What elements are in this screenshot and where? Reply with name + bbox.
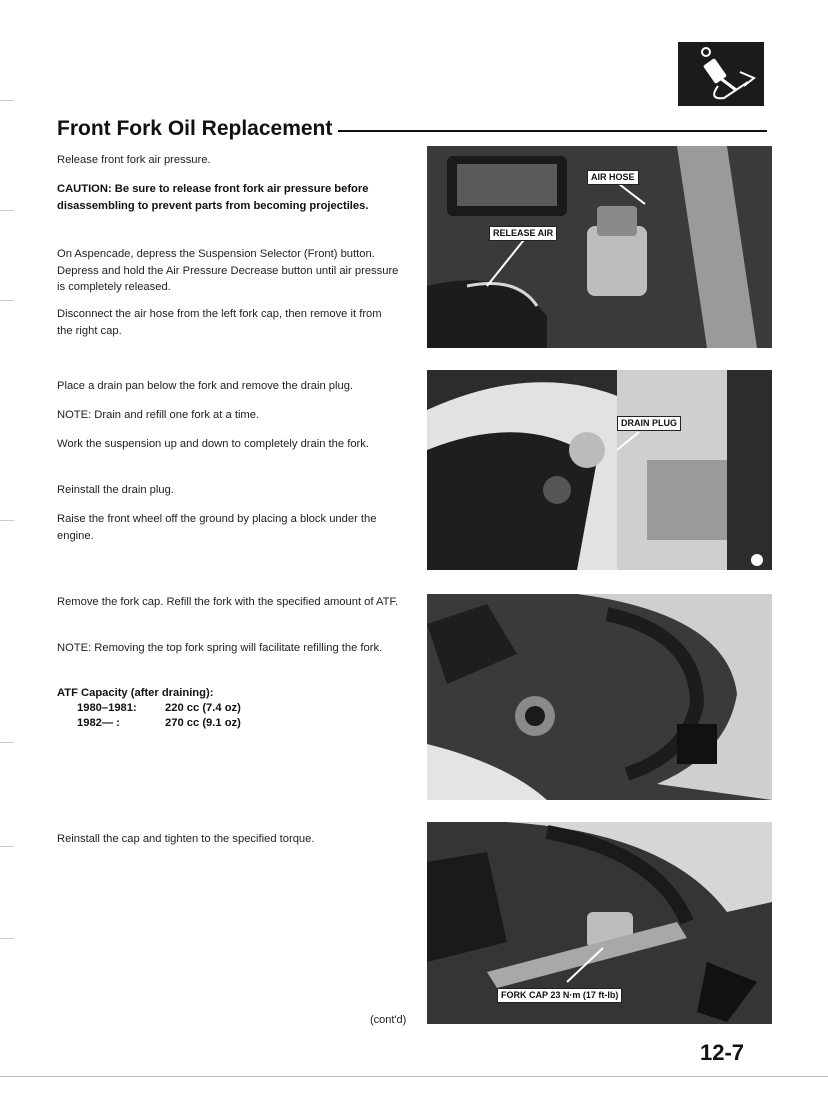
step2-text-3: Work the suspension up and down to completely drain the fork. (57, 438, 369, 450)
step2-text-4: Reinstall the drain plug. (57, 484, 174, 496)
step2-text-5: Raise the front wheel off the ground by placing a block under the engine. (57, 513, 377, 542)
label-drain-plug: DRAIN PLUG (617, 416, 681, 431)
atf-spec-value: 270 cc (9.1 oz) (165, 717, 241, 729)
photo-fork-cap (427, 822, 772, 1024)
label-release-air: RELEASE AIR (489, 226, 557, 241)
step2-note: NOTE: Drain and refill one fork at a time. (57, 409, 260, 421)
step3-note: NOTE: Removing the top fork spring will facilitate refilling the fork. (57, 642, 383, 654)
step2-text-1: Place a drain pan below the fork and remove the drain plug. (57, 380, 354, 392)
photo-air-hose (427, 146, 772, 348)
atf-spec-year: 1982— : (77, 717, 120, 729)
page-title: Front Fork Oil Replacement (57, 117, 333, 140)
atf-spec-year: 1980–1981: (77, 702, 137, 714)
margin-mark (0, 938, 14, 939)
page-number: 12-7 (700, 1040, 745, 1065)
margin-mark (0, 210, 14, 211)
step1-text-1: Release front fork air pressure. (57, 154, 211, 166)
photo-fork-refill (427, 594, 772, 800)
atf-spec-value: 220 cc (7.4 oz) (165, 702, 241, 714)
bottom-rule (0, 1076, 828, 1077)
photo-drain-plug (427, 370, 772, 570)
step1-caution: CAUTION: Be sure to release front fork air pressure before disassembling to prevent parts from becoming projectiles. (57, 183, 369, 212)
step1-text-3: On Aspencade, depress the Suspension Selector (Front) button. Depress and hold the Air Pressure Decrease button until air pressure is completely released. (57, 248, 399, 293)
section-fork-icon (678, 42, 764, 106)
atf-capacity-spec (57, 686, 399, 731)
title-rule (338, 130, 767, 132)
label-air-hose: AIR HOSE (587, 170, 639, 185)
margin-mark (0, 300, 14, 301)
atf-spec-row (57, 716, 399, 731)
margin-mark (0, 846, 14, 847)
step4-text-1: Reinstall the cap and tighten to the specified torque. (57, 833, 315, 845)
atf-spec-row (57, 701, 399, 716)
title-bar (57, 114, 767, 144)
label-fork-cap: FORK CAP 23 N·m (17 ft-lb) (497, 988, 622, 1003)
margin-mark (0, 742, 14, 743)
margin-mark (0, 100, 14, 101)
step1-text-4: Disconnect the air hose from the left fork cap, then remove it from the right cap. (57, 308, 382, 337)
margin-mark (0, 520, 14, 521)
continued-note: (cont'd) (370, 1014, 407, 1026)
atf-capacity-heading: ATF Capacity (after draining): (57, 687, 214, 699)
step3-text-1: Remove the fork cap. Refill the fork with the specified amount of ATF. (57, 596, 399, 608)
